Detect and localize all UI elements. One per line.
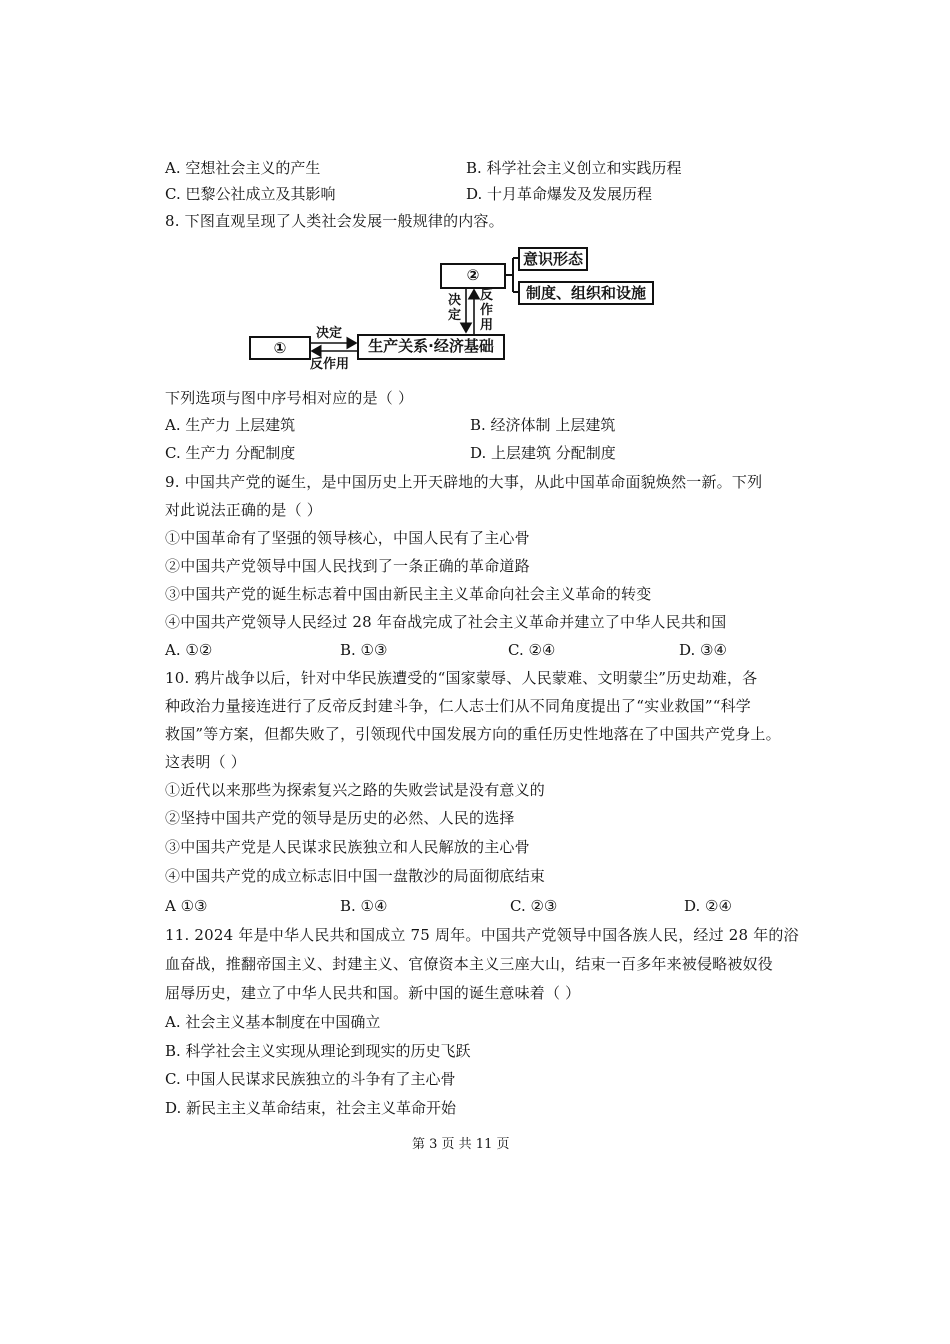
label-decide-horizontal: 决定 [316,326,343,341]
q10-stem-line3: 救国”等方案，但都失败了，引领现代中国发展方向的重任历史性地落在了中国共产党身上。 [165,725,781,743]
q7-option-c[interactable]: C. 巴黎公社成立及其影响 [165,185,336,203]
q10-stem-line4: 这表明（ ） [165,753,246,771]
q11-option-c[interactable]: C. 中国人民谋求民族独立的斗争有了主心骨 [165,1070,456,1088]
label-react-vertical: 反作用 [479,288,493,333]
q10-statement-4: ④中国共产党的成立标志旧中国一盘散沙的局面彻底结束 [165,867,546,885]
q10-option-c[interactable]: C. ②③ [510,897,558,915]
q11-option-d[interactable]: D. 新民主主义革命结束，社会主义革命开始 [165,1099,457,1117]
q8-question: 下列选项与图中序号相对应的是（ ） [165,389,414,407]
box-superstructure-blank: ② [440,263,506,289]
q11-stem-line1: 11. 2024 年是中华人民共和国成立 75 周年。中国共产党领导中国各族人民，经过 28 年的浴 [165,926,799,944]
q10-option-b[interactable]: B. ①④ [340,897,388,915]
box-ideology: 意识形态 [518,247,588,271]
q8-option-c[interactable]: C. 生产力 分配制度 [165,444,296,462]
q10-option-d[interactable]: D. ②④ [684,897,732,915]
q9-stem-line2: 对此说法正确的是（ ） [165,501,322,519]
q7-option-d[interactable]: D. 十月革命爆发及发展历程 [466,185,653,203]
box-productive-blank: ① [249,336,311,360]
q11-stem-line3: 屈辱历史，建立了中华人民共和国。新中国的诞生意味着（ ） [165,984,581,1002]
q9-option-c[interactable]: C. ②④ [508,641,556,659]
page-number: 第 3 页 共 11 页 [412,1137,510,1152]
q9-option-d[interactable]: D. ③④ [679,641,727,659]
q11-option-a[interactable]: A. 社会主义基本制度在中国确立 [165,1013,381,1031]
q9-statement-2: ②中国共产党领导中国人民找到了一条正确的革命道路 [165,557,530,575]
q10-statement-3: ③中国共产党是人民谋求民族独立和人民解放的主心骨 [165,838,530,856]
q8-option-a[interactable]: A. 生产力 上层建筑 [165,416,296,434]
label-react-horizontal: 反作用 [310,357,350,372]
box-institutions: 制度、组织和设施 [518,281,654,305]
q9-option-a[interactable]: A. ①② [165,641,213,659]
q11-option-b[interactable]: B. 科学社会主义实现从理论到现实的历史飞跃 [165,1042,471,1060]
q9-stem-line1: 9. 中国共产党的诞生，是中国历史上开天辟地的大事，从此中国革命面貌焕然一新。下列 [165,473,763,491]
q9-statement-1: ①中国革命有了坚强的领导核心，中国人民有了主心骨 [165,529,530,547]
q7-option-b[interactable]: B. 科学社会主义创立和实践历程 [466,159,682,177]
q8-stem: 8. 下图直观呈现了人类社会发展一般规律的内容。 [165,212,504,230]
label-decide-vertical: 决定 [447,293,461,323]
q9-statement-3: ③中国共产党的诞生标志着中国由新民主主义革命向社会主义革命的转变 [165,585,652,603]
q10-option-a[interactable]: A ①③ [165,897,208,915]
q7-option-a[interactable]: A. 空想社会主义的产生 [165,159,321,177]
q10-stem-line2: 种政治力量接连进行了反帝反封建斗争，仁人志士们从不同角度提出了“实业救国”“科学 [165,697,752,715]
q10-stem-line1: 10. 鸦片战争以后，针对中华民族遭受的“国家蒙辱、人民蒙难、文明蒙尘”历史劫难，各 [165,669,758,687]
q9-statement-4: ④中国共产党领导人民经过 28 年奋战完成了社会主义革命并建立了中华人民共和国 [165,613,727,631]
q9-option-b[interactable]: B. ①③ [340,641,388,659]
q10-statement-1: ①近代以来那些为探索复兴之路的失败尝试是没有意义的 [165,781,546,799]
q10-statement-2: ②坚持中国共产党的领导是历史的必然、人民的选择 [165,809,515,827]
q8-option-d[interactable]: D. 上层建筑 分配制度 [470,444,616,462]
q8-option-b[interactable]: B. 经济体制 上层建筑 [470,416,616,434]
q11-stem-line2: 血奋战，推翻帝国主义、封建主义、官僚资本主义三座大山，结束一百多年来被侵略被奴役 [165,955,774,973]
box-economic-base: 生产关系·经济基础 [357,334,505,360]
